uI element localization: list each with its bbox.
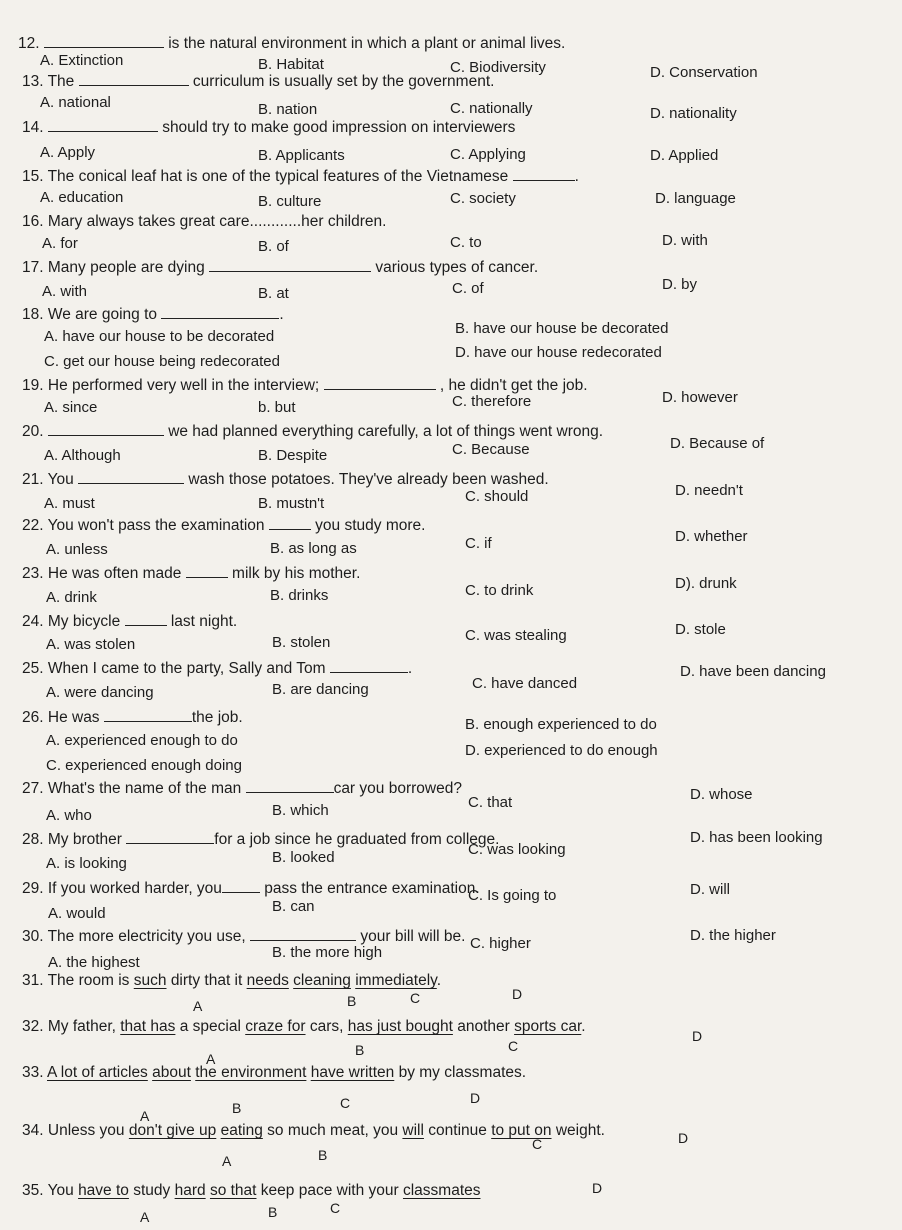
option-a: A. unless [46, 541, 108, 558]
option-c: C. Biodiversity [450, 59, 546, 76]
option-c: C. should [465, 488, 529, 505]
answer-blank [44, 34, 164, 48]
option-c: C. that [468, 794, 513, 811]
option-d: D. have been dancing [680, 663, 826, 680]
label-d: D [470, 1090, 481, 1106]
question-end: . [574, 168, 579, 185]
option-d: D. the higher [690, 927, 776, 944]
label-a: A [140, 1108, 150, 1124]
question-text-2: milk by his mother. [232, 565, 361, 582]
underlined-b: hard [174, 1182, 206, 1199]
option-b: B. are dancing [272, 681, 369, 698]
text-part: weight. [555, 1122, 605, 1139]
option-b: b. but [258, 399, 296, 416]
question-text: What's the name of the man [47, 780, 242, 797]
question-number: 23. [22, 565, 44, 582]
question-27 [22, 779, 462, 798]
option-a: A. have our house to be decorated [44, 328, 275, 345]
answer-blank [269, 516, 311, 530]
option-a: A. must [44, 495, 95, 512]
question-text-2: the job. [191, 709, 243, 726]
question-34 [22, 1122, 605, 1140]
label-c: C [340, 1095, 351, 1111]
answer-blank [513, 167, 575, 181]
option-b: B. which [272, 802, 329, 819]
answer-blank [79, 72, 189, 86]
text-part: cars, [309, 1018, 344, 1035]
option-c: C. nationally [450, 100, 533, 117]
underlined-b: needs [246, 972, 289, 989]
option-a: A. education [40, 189, 124, 206]
option-c: C. higher [470, 935, 531, 952]
question-14 [22, 118, 515, 137]
label-a: A [193, 998, 203, 1014]
option-b: B. Habitat [258, 56, 324, 73]
question-text-2: various types of cancer. [375, 259, 539, 276]
label-a: A [222, 1153, 232, 1169]
option-d: D. language [655, 190, 736, 207]
label-d: D [692, 1028, 703, 1044]
question-text: You won't pass the examination [47, 517, 265, 534]
question-number: 30. [22, 928, 44, 945]
answer-blank [104, 708, 192, 722]
option-d: D. by [662, 276, 698, 293]
question-number: 14. [22, 119, 44, 136]
underlined-a: have to [78, 1182, 129, 1199]
option-d: D. whose [690, 786, 753, 803]
label-c: C [410, 990, 421, 1006]
question-number: 17. [22, 259, 44, 276]
underlined-a: such [133, 972, 167, 989]
question-32 [22, 1018, 586, 1036]
question-number: 18. [22, 306, 44, 323]
question-text-2: for a job since he graduated from college. [214, 831, 500, 848]
answer-blank [126, 830, 214, 844]
label-a: A [206, 1051, 216, 1067]
label-c: C [508, 1038, 519, 1054]
question-text-2: pass the entrance examination. [264, 880, 480, 897]
question-13 [22, 72, 494, 91]
underlined-a: don't give up [128, 1122, 217, 1139]
question-text: My brother [47, 831, 122, 848]
option-a: A. with [42, 283, 88, 300]
question-text: Mary always takes great care............her children. [47, 213, 387, 230]
answer-blank [250, 927, 356, 941]
question-end: . [407, 660, 413, 677]
question-text: He performed very well in the interview; [47, 377, 320, 394]
option-d: D. Conservation [650, 64, 758, 81]
option-b: B. have our house be decorated [455, 320, 669, 337]
option-c: C. if [465, 535, 492, 552]
question-number: 28. [22, 831, 44, 848]
option-a: A. who [46, 807, 92, 824]
question-number: 35. [22, 1182, 44, 1199]
label-d: D [592, 1180, 603, 1196]
option-d: D. Applied [650, 147, 719, 164]
underlined-a: A lot of articles [47, 1064, 148, 1081]
option-a: A. Apply [40, 144, 96, 161]
label-b: B [318, 1147, 328, 1163]
question-number: 34. [22, 1122, 44, 1139]
option-a: A. Extinction [40, 52, 124, 69]
answer-blank [330, 659, 408, 673]
question-number: 19. [22, 377, 44, 394]
question-text: wash those potatoes. They've already been washed. [188, 471, 549, 488]
option-c: C. get our house being redecorated [44, 353, 280, 370]
question-15 [22, 167, 579, 186]
underlined-c: so that [209, 1182, 257, 1199]
underlined-d: to put on [491, 1122, 552, 1139]
text-part: continue [428, 1122, 487, 1139]
question-12 [18, 34, 565, 53]
underlined-d: immediately [355, 972, 437, 989]
option-a: A. experienced enough to do [46, 732, 238, 749]
option-d: D. with [662, 232, 708, 249]
option-d: D). drunk [675, 575, 737, 592]
text-part: . [436, 972, 442, 989]
option-c: C. Applying [450, 146, 526, 163]
question-number: 21. You [22, 471, 74, 488]
question-text: should try to make good impression on interviewers [162, 119, 516, 136]
text-part: so much meat, you [267, 1122, 399, 1139]
label-d: D [512, 986, 523, 1002]
text-part: a special [179, 1018, 241, 1035]
option-c: C. have danced [472, 675, 578, 692]
question-28 [22, 830, 499, 849]
option-c: C. to drink [465, 582, 534, 599]
question-number: 25. [22, 660, 44, 677]
question-18 [22, 305, 284, 324]
option-b: B. the more high [272, 944, 383, 961]
question-text-2: your bill will be. [360, 928, 466, 945]
question-number: 12. [18, 35, 40, 52]
option-c: C. society [450, 190, 516, 207]
underlined-b: about [152, 1064, 191, 1081]
question-number: 24. [22, 613, 44, 630]
question-number: 22. [22, 517, 44, 534]
option-d: D. Because of [670, 435, 765, 452]
option-d: D. will [690, 881, 730, 898]
label-b: B [347, 993, 357, 1009]
question-text: we had planned everything carefully, a lot of things went wrong. [168, 423, 604, 440]
label-b: B [232, 1100, 242, 1116]
question-text: When I came to the party, Sally and Tom [47, 660, 326, 677]
question-29 [22, 879, 480, 898]
option-d: D. nationality [650, 105, 737, 122]
text-part: My father, [47, 1018, 116, 1035]
label-b: B [355, 1042, 365, 1058]
answer-blank [246, 779, 334, 793]
answer-blank [324, 376, 436, 390]
option-d: D. have our house redecorated [455, 344, 662, 361]
answer-blank [186, 564, 228, 578]
option-d: D. however [662, 389, 738, 406]
question-text: My bicycle [47, 613, 121, 630]
text-part: study [133, 1182, 171, 1199]
option-d: D. experienced to do enough [465, 742, 658, 759]
question-24 [22, 612, 237, 631]
option-a: A. is looking [46, 855, 127, 872]
question-31 [22, 972, 441, 990]
answer-blank [125, 612, 167, 626]
question-number: 16. [22, 213, 44, 230]
underlined-d: sports car [514, 1018, 582, 1035]
question-text: The more electricity you use, [47, 928, 246, 945]
option-d: D. needn't [675, 482, 743, 499]
option-b: B. drinks [270, 587, 329, 604]
option-a: A. national [40, 94, 111, 111]
answer-blank [209, 258, 371, 272]
question-number: 29. [22, 880, 44, 897]
question-text: curriculum is usually set by the government. [192, 73, 495, 90]
question-text-2: car you borrowed? [333, 780, 462, 797]
option-a: A. would [48, 905, 106, 922]
option-c: C. Because [452, 441, 530, 458]
text-part: The room is [47, 972, 130, 989]
text-part: by my classmates. [398, 1064, 527, 1081]
answer-blank [48, 118, 158, 132]
option-a: A. drink [46, 589, 97, 606]
question-text: If you worked harder, you [47, 880, 222, 897]
underlined-c: the environment [195, 1064, 307, 1081]
option-d: D. has been looking [690, 829, 823, 846]
option-b: B. of [258, 238, 289, 255]
underlined-d: have written [310, 1064, 395, 1081]
answer-blank [222, 879, 260, 893]
text-part: keep pace with your [260, 1182, 399, 1199]
option-b: B. nation [258, 101, 318, 118]
question-text: is the natural environment in which a plant or animal lives. [168, 35, 566, 52]
question-text: We are going to [47, 306, 158, 323]
option-b: B. looked [272, 849, 335, 866]
underlined-c: cleaning [293, 972, 351, 989]
question-17 [22, 258, 538, 277]
underlined-d: classmates [402, 1182, 481, 1199]
question-16 [22, 213, 386, 231]
option-a: A. Although [44, 447, 121, 464]
option-c: C. to [450, 234, 482, 251]
question-number: 32. [22, 1018, 44, 1035]
option-c: C. therefore [452, 393, 532, 410]
question-number: 31. [22, 972, 44, 989]
underlined-b: eating [220, 1122, 263, 1139]
option-b: B. Applicants [258, 147, 345, 164]
label-a: A [140, 1209, 150, 1225]
question-25 [22, 659, 412, 678]
option-c: C. was stealing [465, 627, 567, 644]
text-part: You [47, 1182, 74, 1199]
question-22 [22, 516, 425, 535]
label-c: C [532, 1136, 543, 1152]
question-26 [22, 708, 243, 727]
underlined-a: that has [120, 1018, 176, 1035]
answer-blank [161, 305, 279, 319]
question-33 [22, 1064, 526, 1082]
option-b: B. as long as [270, 540, 357, 557]
question-30 [22, 927, 465, 946]
question-text: The conical leaf hat is one of the typical features of the Vietnamese [47, 168, 509, 185]
text-part: Unless you [47, 1122, 125, 1139]
question-number: 15. [22, 168, 44, 185]
question-number: 13. The [22, 73, 75, 90]
label-c: C [330, 1200, 341, 1216]
question-text: Many people are dying [47, 259, 205, 276]
option-d: D. whether [675, 528, 748, 545]
answer-blank [78, 470, 184, 484]
option-b: B. at [258, 285, 289, 302]
option-b: B. Despite [258, 447, 328, 464]
underlined-c: will [402, 1122, 424, 1139]
question-21 [22, 470, 549, 489]
question-number: 33. [22, 1064, 44, 1081]
question-text-2: , he didn't get the job. [439, 377, 588, 394]
text-part: another [457, 1018, 510, 1035]
question-35 [22, 1182, 481, 1200]
option-a: A. the highest [48, 954, 140, 971]
option-a: A. since [44, 399, 98, 416]
option-c: C. Is going to [468, 887, 557, 904]
label-b: B [268, 1204, 278, 1220]
label-d: D [678, 1130, 689, 1146]
option-b: B. culture [258, 193, 322, 210]
option-a: A. were dancing [46, 684, 154, 701]
underlined-b: craze for [245, 1018, 306, 1035]
option-b: B. stolen [272, 634, 331, 651]
question-text: He was often made [47, 565, 182, 582]
question-23 [22, 564, 360, 583]
question-number: 27. [22, 780, 44, 797]
question-text-2: last night. [170, 613, 238, 630]
option-b: B. can [272, 898, 315, 915]
question-end: . [279, 306, 284, 323]
option-a: A. was stolen [46, 636, 136, 653]
text-part: dirty that it [170, 972, 243, 989]
question-number: 20. [22, 423, 44, 440]
option-c: C. experienced enough doing [46, 757, 242, 774]
option-c: C. of [452, 280, 484, 297]
option-b: B. mustn't [258, 495, 325, 512]
option-a: A. for [42, 235, 78, 252]
text-part: . [581, 1018, 586, 1035]
option-c: C. was looking [468, 841, 566, 858]
question-20 [22, 422, 603, 441]
option-b: B. enough experienced to do [465, 716, 657, 733]
question-text-2: you study more. [315, 517, 426, 534]
question-number: 26. [22, 709, 44, 726]
underlined-c: has just bought [347, 1018, 453, 1035]
answer-blank [48, 422, 164, 436]
question-text: He was [47, 709, 100, 726]
option-d: D. stole [675, 621, 726, 638]
